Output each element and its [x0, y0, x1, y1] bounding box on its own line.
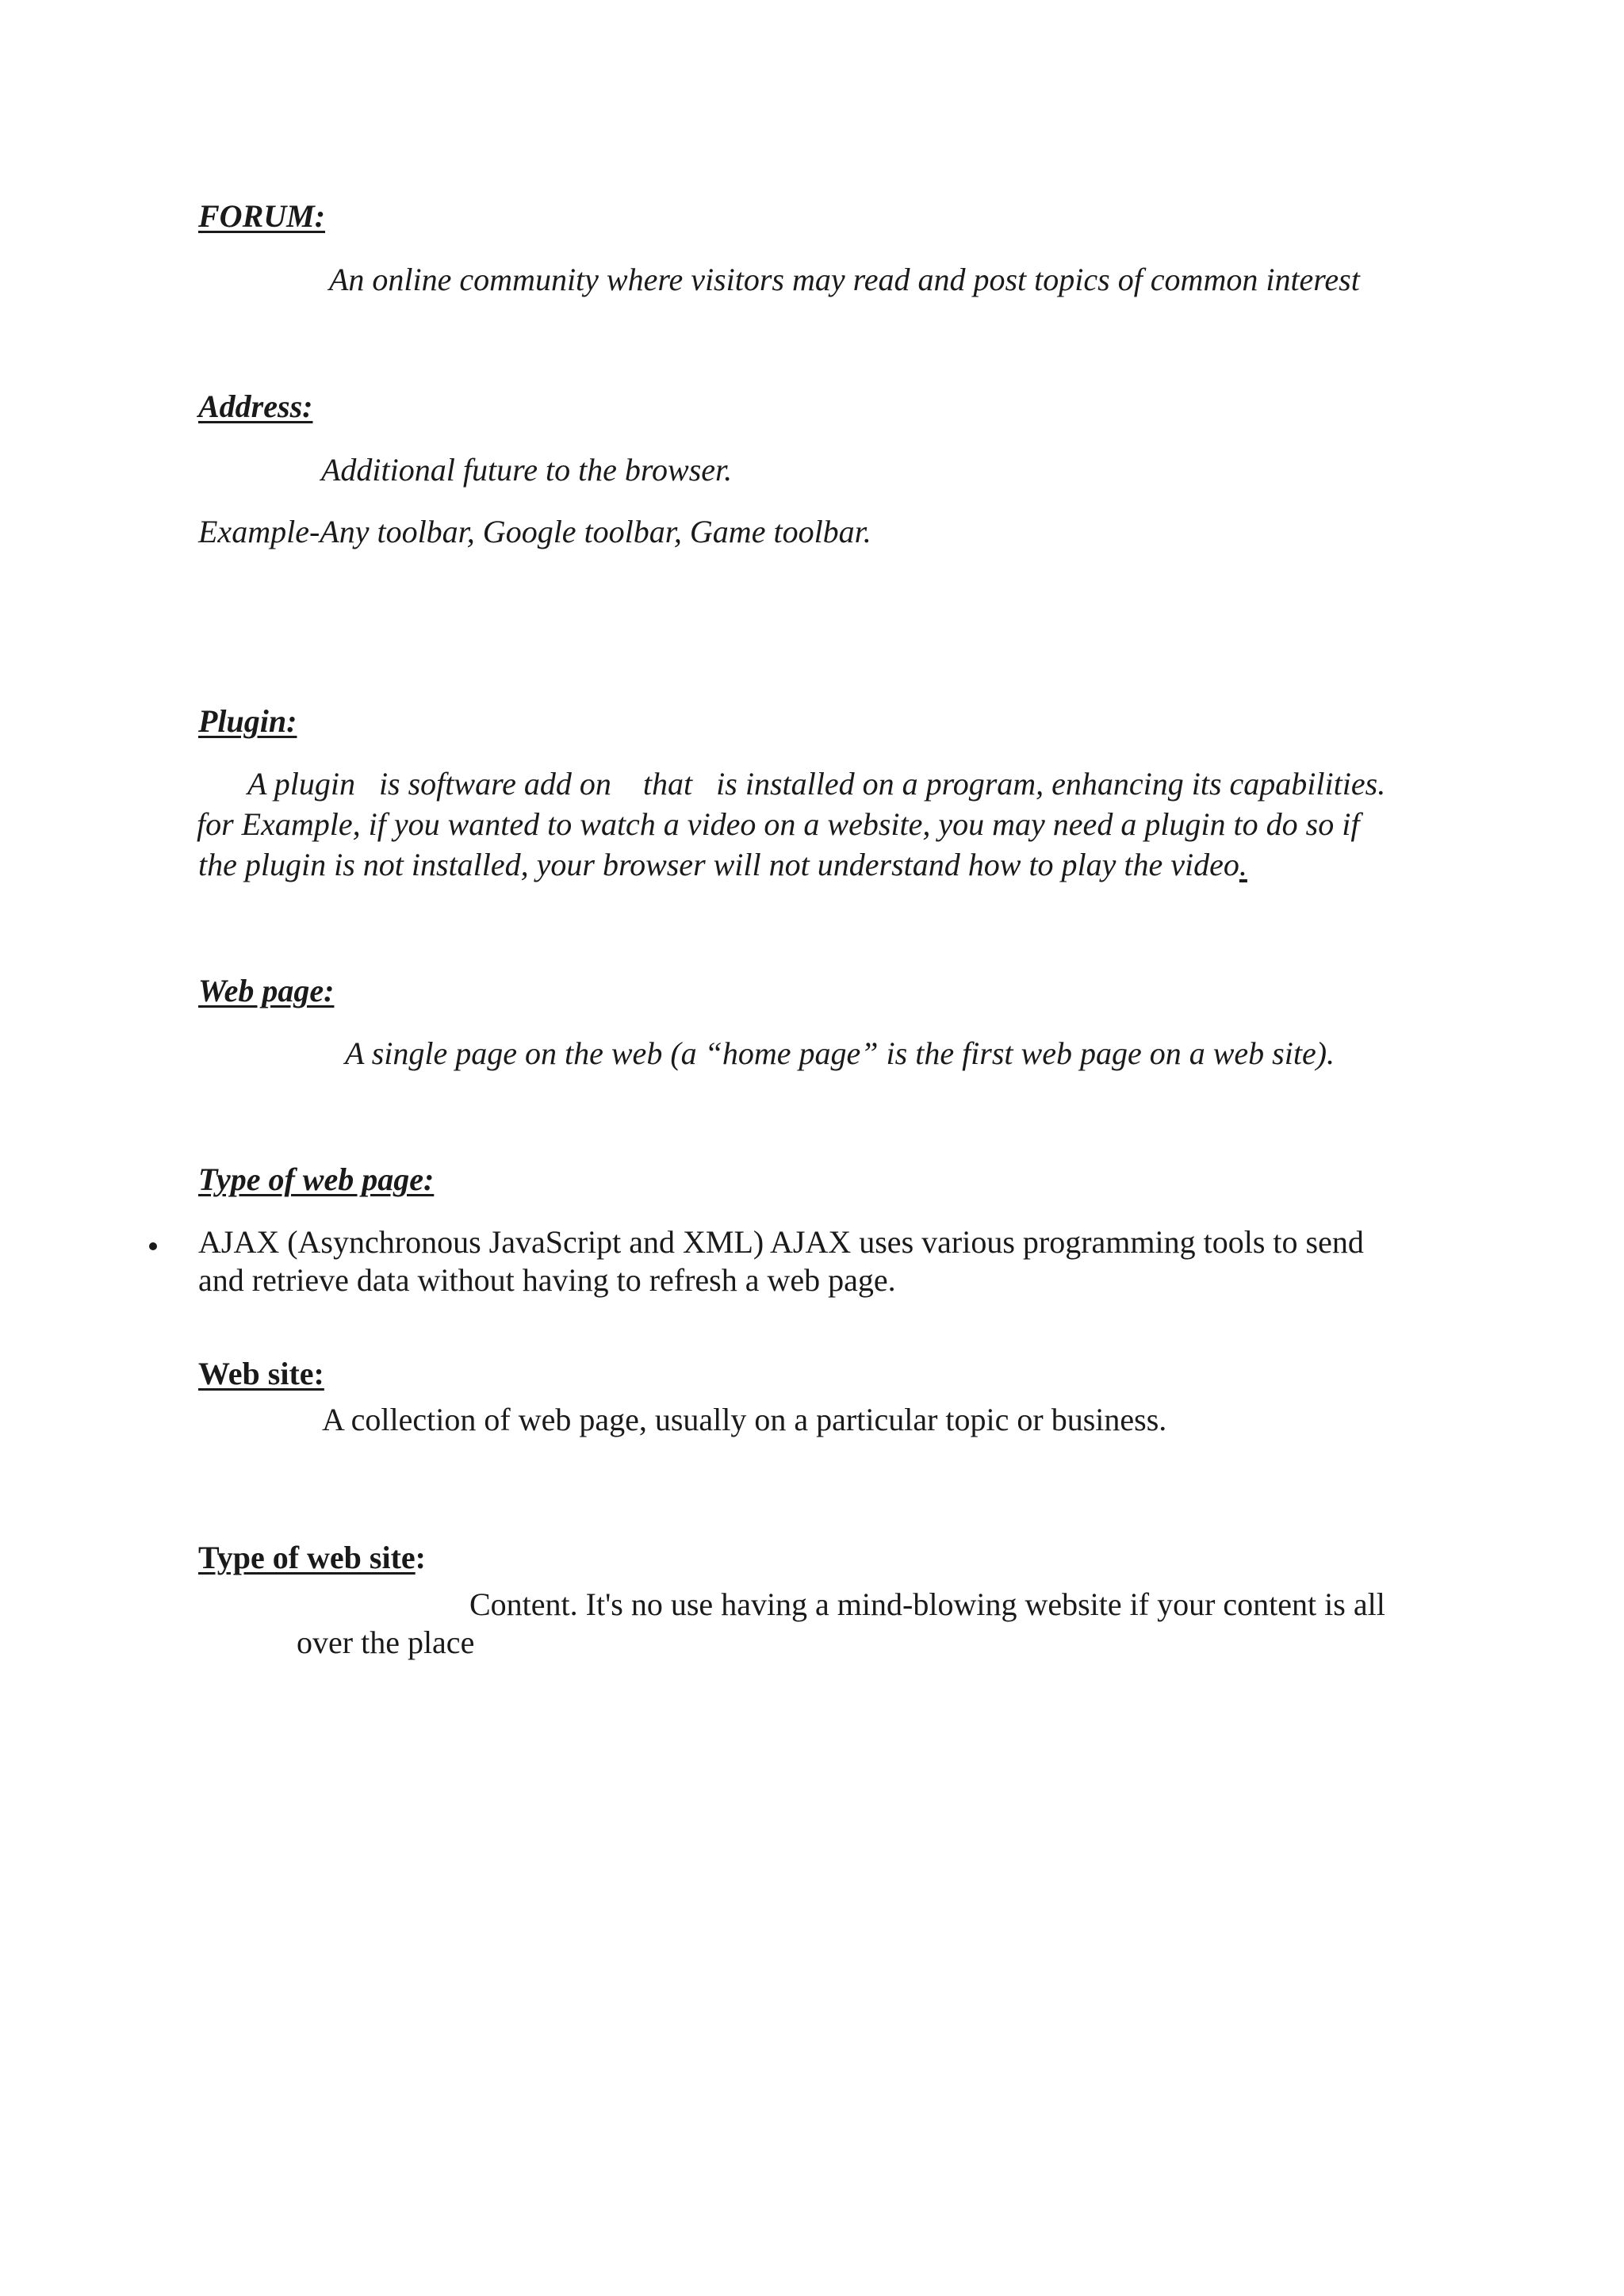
forum-heading: FORUM:	[198, 198, 326, 234]
web-site-heading: Web site:	[198, 1356, 324, 1391]
web-page-heading: Web page:	[198, 973, 335, 1008]
address-definition: Additional future to the browser.	[321, 452, 733, 488]
ajax-bullet-line-2: and retrieve data without having to refresh a web page.	[198, 1262, 896, 1298]
type-of-web-site-heading-colon: :	[415, 1540, 426, 1575]
address-heading: Address:	[198, 388, 313, 424]
plugin-line-3-period: .	[1239, 847, 1247, 882]
type-of-web-site-line-1: Content. It's no use having a mind-blowing website if your content is all	[469, 1586, 1385, 1622]
plugin-heading: Plugin:	[198, 703, 297, 739]
address-example: Example-Any toolbar, Google toolbar, Game toolbar.	[198, 514, 871, 549]
type-of-web-site-heading-text: Type of web site	[198, 1540, 416, 1575]
web-site-definition: A collection of web page, usually on a particular topic or business.	[322, 1402, 1167, 1437]
forum-definition: An online community where visitors may read and post topics of common interest	[329, 262, 1360, 297]
plugin-line-3	[198, 845, 1247, 885]
plugin-line-1: A plugin is software add on that is installed on a program, enhancing its capabilities.	[247, 766, 1386, 802]
plugin-line-3-text: the plugin is not installed, your browser will not understand how to play the video	[198, 847, 1239, 882]
type-of-web-site-line-2: over the place	[297, 1624, 475, 1660]
ajax-bullet-line-1: AJAX (Asynchronous JavaScript and XML) AJAX uses various programming tools to send	[198, 1224, 1364, 1260]
bullet-icon	[149, 1242, 157, 1250]
web-page-definition: A single page on the web (a “home page” is the first web page on a web site).	[345, 1035, 1335, 1071]
type-of-web-page-heading: Type of web page:	[198, 1161, 435, 1197]
type-of-web-site-heading	[198, 1538, 426, 1578]
plugin-line-2: for Example, if you wanted to watch a video on a website, you may need a plugin to do so if	[197, 806, 1360, 842]
